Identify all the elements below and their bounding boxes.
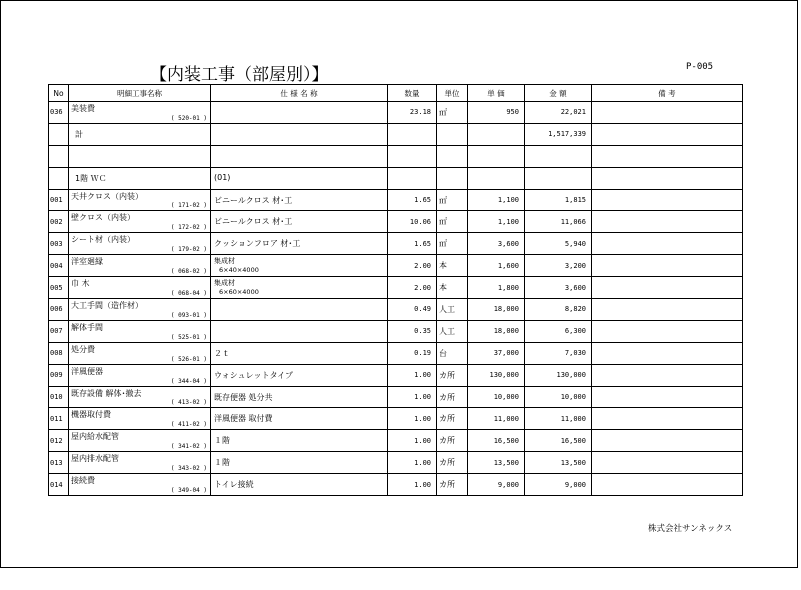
cell-name (69, 102, 211, 124)
cell-spec (211, 145, 388, 167)
cell-price (468, 167, 525, 189)
cell-no: 014 (49, 474, 69, 496)
cell-unit: カ所 (437, 474, 468, 496)
cell-spec (211, 233, 388, 255)
spec-main: 集成材 (214, 257, 235, 266)
estimate-table (48, 84, 743, 496)
header-qty: 数量 (388, 85, 437, 102)
cell-unit: 人工 (437, 320, 468, 342)
cell-name (69, 474, 211, 496)
spec-main: (01) (214, 172, 231, 182)
cell-price: 3,600 (468, 233, 525, 255)
cell-no: 009 (49, 364, 69, 386)
cell-amount: 22,021 (525, 102, 592, 124)
cell-qty: 1.00 (388, 430, 437, 452)
cell-no: 004 (49, 255, 69, 277)
cell-remarks (592, 233, 743, 255)
cell-no: 036 (49, 102, 69, 124)
item-code: ( 068-02 ) (170, 268, 207, 276)
cell-amount: 11,066 (525, 211, 592, 233)
cell-amount: 3,600 (525, 277, 592, 299)
spec-main: ウォシュレットタイプ (214, 370, 294, 380)
cell-unit: カ所 (437, 430, 468, 452)
cell-qty: 1.00 (388, 452, 437, 474)
cell-qty: 1.65 (388, 233, 437, 255)
item-code: ( 525-01 ) (170, 333, 207, 341)
item-name: 屋内給水配管 (71, 432, 119, 442)
cell-unit: 本 (437, 277, 468, 299)
cell-qty: 1.00 (388, 474, 437, 496)
item-code: ( 413-02 ) (170, 399, 207, 407)
cell-spec (211, 123, 388, 145)
cell-price: 950 (468, 102, 525, 124)
cell-qty: 1.00 (388, 386, 437, 408)
item-name: 洋風便器 (71, 366, 103, 376)
cell-name (69, 211, 211, 233)
cell-remarks (592, 452, 743, 474)
cell-qty: 0.19 (388, 342, 437, 364)
cell-qty: 23.18 (388, 102, 437, 124)
cell-unit (437, 123, 468, 145)
cell-remarks (592, 364, 743, 386)
cell-unit: ㎡ (437, 189, 468, 211)
cell-remarks (592, 255, 743, 277)
cell-name (69, 233, 211, 255)
cell-qty: 1.00 (388, 364, 437, 386)
cell-name: 1階 ＷＣ (69, 167, 211, 189)
cell-remarks (592, 145, 743, 167)
cell-unit: ㎡ (437, 233, 468, 255)
cell-amount: 130,000 (525, 364, 592, 386)
cell-spec (211, 386, 388, 408)
table-row (49, 430, 743, 452)
cell-remarks (592, 474, 743, 496)
spec-main: トイレ接続 (214, 480, 254, 490)
item-name: 大工手間（造作材） (71, 301, 143, 311)
cell-amount: 7,030 (525, 342, 592, 364)
item-code: ( 343-02 ) (170, 465, 207, 473)
spec-main: １階 (214, 458, 230, 468)
cell-price: 18,000 (468, 320, 525, 342)
cell-remarks (592, 189, 743, 211)
cell-spec (211, 211, 388, 233)
header-remarks: 備 考 (592, 85, 743, 102)
item-name: 接続費 (71, 476, 95, 486)
item-code: ( 526-01 ) (170, 355, 207, 363)
spec-main: ２ｔ (214, 348, 230, 358)
cell-spec (211, 430, 388, 452)
cell-name (69, 342, 211, 364)
cell-amount: 6,300 (525, 320, 592, 342)
table-row (49, 474, 743, 496)
cell-unit: カ所 (437, 408, 468, 430)
cell-price: 130,000 (468, 364, 525, 386)
cell-spec (211, 167, 388, 189)
cell-name (69, 145, 211, 167)
spec-main: 洋風便器 取付費 (214, 414, 273, 424)
cell-remarks (592, 408, 743, 430)
cell-price (468, 145, 525, 167)
table-row (49, 277, 743, 299)
cell-qty: 1.65 (388, 189, 437, 211)
cell-unit: カ所 (437, 386, 468, 408)
item-code: ( 411-02 ) (170, 421, 207, 429)
cell-price: 10,000 (468, 386, 525, 408)
item-name: 既存設備 解体･撤去 (71, 388, 142, 398)
cell-spec (211, 408, 388, 430)
cell-no (49, 145, 69, 167)
header-spec: 仕 様 名 称 (211, 85, 388, 102)
cell-name (69, 452, 211, 474)
table-row (49, 233, 743, 255)
item-name: 巾 木 (71, 279, 90, 289)
item-code: ( 341-02 ) (170, 443, 207, 451)
cell-price: 18,000 (468, 299, 525, 321)
cell-spec (211, 320, 388, 342)
cell-unit: 本 (437, 255, 468, 277)
table-row (49, 255, 743, 277)
cell-price: 1,100 (468, 189, 525, 211)
item-name: 壁クロス（内装） (71, 213, 135, 223)
cell-qty: 10.06 (388, 211, 437, 233)
cell-spec (211, 299, 388, 321)
cell-name (69, 255, 211, 277)
cell-remarks (592, 123, 743, 145)
cell-unit: 人工 (437, 299, 468, 321)
cell-remarks (592, 342, 743, 364)
item-code: ( 344-04 ) (170, 377, 207, 385)
cell-price: 16,500 (468, 430, 525, 452)
cell-no: 007 (49, 320, 69, 342)
cell-qty: 2.00 (388, 277, 437, 299)
cell-no: 005 (49, 277, 69, 299)
company-name: 株式会社サンネックス (648, 524, 733, 534)
cell-amount: 16,500 (525, 430, 592, 452)
cell-amount: 3,200 (525, 255, 592, 277)
cell-amount (525, 145, 592, 167)
cell-price: 1,800 (468, 277, 525, 299)
item-code: ( 171-02 ) (170, 202, 207, 210)
cell-unit (437, 145, 468, 167)
spec-main: クッションフロア 材･工 (214, 239, 301, 249)
cell-name: 計 (69, 123, 211, 145)
page-number: P-005 (686, 62, 714, 72)
cell-no: 001 (49, 189, 69, 211)
cell-name (69, 408, 211, 430)
cell-name (69, 364, 211, 386)
spec-main: ビニールクロス 材･工 (214, 195, 293, 205)
spec-main: 既存便器 処分共 (214, 392, 273, 402)
header-unit: 単位 (437, 85, 468, 102)
cell-remarks (592, 320, 743, 342)
cell-remarks (592, 167, 743, 189)
cell-no: 002 (49, 211, 69, 233)
header-name: 明細工事名称 (69, 85, 211, 102)
cell-amount: 1,517,339 (525, 123, 592, 145)
cell-no: 011 (49, 408, 69, 430)
cell-name (69, 277, 211, 299)
header-amount: 金 額 (525, 85, 592, 102)
item-name: 屋内排水配管 (71, 454, 119, 464)
table-row (49, 189, 743, 211)
cell-spec (211, 364, 388, 386)
header-no: No (49, 85, 69, 102)
cell-qty (388, 167, 437, 189)
table-row (49, 452, 743, 474)
cell-unit: カ所 (437, 452, 468, 474)
table-row (49, 320, 743, 342)
cell-unit: ㎡ (437, 102, 468, 124)
table-row (49, 299, 743, 321)
table-row (49, 102, 743, 124)
cell-unit: 台 (437, 342, 468, 364)
spec-detail: 6×60×4000 (219, 288, 259, 297)
cell-spec (211, 255, 388, 277)
cell-no: 012 (49, 430, 69, 452)
cell-name (69, 430, 211, 452)
item-code: ( 172-02 ) (170, 224, 207, 232)
cell-name (69, 320, 211, 342)
cell-price: 37,000 (468, 342, 525, 364)
item-name: シート材（内装） (71, 235, 135, 245)
cell-amount: 13,500 (525, 452, 592, 474)
cell-no: 003 (49, 233, 69, 255)
cell-no (49, 123, 69, 145)
cell-amount: 8,820 (525, 299, 592, 321)
cell-qty: 1.00 (388, 408, 437, 430)
cell-price: 1,600 (468, 255, 525, 277)
spec-main: 集成材 (214, 279, 235, 288)
item-name: 処分費 (71, 344, 95, 354)
item-name: 天井クロス（内装） (71, 191, 143, 201)
table-row (49, 211, 743, 233)
table-row (49, 145, 743, 167)
item-code: ( 179-02 ) (170, 246, 207, 254)
cell-no: 008 (49, 342, 69, 364)
cell-amount: 10,000 (525, 386, 592, 408)
header-price: 単 価 (468, 85, 525, 102)
cell-spec (211, 102, 388, 124)
cell-spec (211, 189, 388, 211)
spec-detail: 6×40×4000 (219, 266, 259, 275)
table-row (49, 123, 743, 145)
cell-price: 13,500 (468, 452, 525, 474)
cell-spec (211, 342, 388, 364)
cell-spec (211, 474, 388, 496)
cell-remarks (592, 386, 743, 408)
cell-amount: 1,815 (525, 189, 592, 211)
cell-qty: 0.49 (388, 299, 437, 321)
cell-amount: 5,940 (525, 233, 592, 255)
table-row (49, 364, 743, 386)
table-row (49, 408, 743, 430)
item-code: ( 349-04 ) (170, 487, 207, 495)
cell-qty (388, 123, 437, 145)
item-code: ( 520-01 ) (170, 114, 207, 122)
item-name: 洋室廻縁 (71, 257, 103, 267)
table-row (49, 342, 743, 364)
cell-unit (437, 167, 468, 189)
cell-spec (211, 277, 388, 299)
cell-amount: 9,000 (525, 474, 592, 496)
spec-main: ビニールクロス 材･工 (214, 217, 293, 227)
cell-unit: カ所 (437, 364, 468, 386)
cell-no: 006 (49, 299, 69, 321)
item-code: ( 068-04 ) (170, 290, 207, 298)
cell-name (69, 299, 211, 321)
cell-price (468, 123, 525, 145)
cell-qty: 2.00 (388, 255, 437, 277)
cell-remarks (592, 211, 743, 233)
cell-amount (525, 167, 592, 189)
cell-price: 11,000 (468, 408, 525, 430)
cell-amount: 11,000 (525, 408, 592, 430)
cell-name (69, 189, 211, 211)
cell-qty: 0.35 (388, 320, 437, 342)
table-row (49, 167, 743, 189)
cell-remarks (592, 277, 743, 299)
item-name: 解体手間 (71, 322, 103, 332)
cell-unit: ㎡ (437, 211, 468, 233)
cell-remarks (592, 430, 743, 452)
document-title: 【内装工事（部屋別）】 (150, 65, 329, 85)
item-code: ( 093-01 ) (170, 311, 207, 319)
cell-price: 9,000 (468, 474, 525, 496)
item-name: 美装費 (71, 104, 95, 113)
cell-name (69, 386, 211, 408)
cell-remarks (592, 299, 743, 321)
table-row (49, 386, 743, 408)
cell-no (49, 167, 69, 189)
cell-remarks (592, 102, 743, 124)
cell-price: 1,100 (468, 211, 525, 233)
cell-no: 013 (49, 452, 69, 474)
cell-spec (211, 452, 388, 474)
table-header-row (49, 85, 743, 102)
cell-qty (388, 145, 437, 167)
item-name: 機器取付費 (71, 410, 111, 420)
spec-main: １階 (214, 436, 230, 446)
cell-no: 010 (49, 386, 69, 408)
